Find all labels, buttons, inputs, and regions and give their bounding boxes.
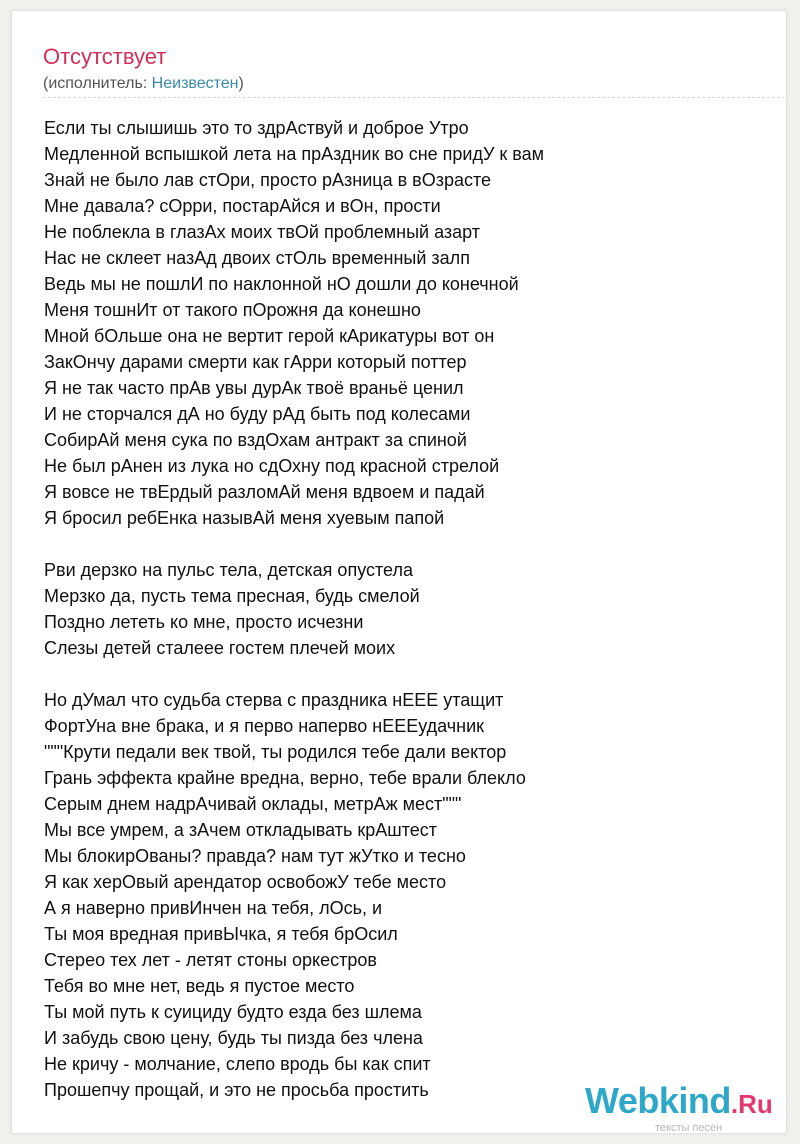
lyrics-line: Я не так часто прАв увы дурАк твоё враньё ценил	[44, 378, 464, 398]
lyrics-line: Не был рАнен из лука но сдОхну под красной стрелой	[44, 456, 500, 476]
lyrics-line: Грань эффекта крайне вредна, верно, тебе врали блекло	[44, 768, 526, 788]
lyrics-line: Стерео тех лет - летят стоны оркестров	[44, 950, 377, 970]
lyrics-line: Слезы детей сталеее гостем плечей моих	[44, 638, 396, 658]
lyrics-line: Я бросил ребЕнка назывАй меня хуевым папой	[44, 508, 445, 528]
artist-line	[43, 74, 244, 94]
lyrics-line: Мы все умрем, а зАчем откладывать крАштест	[44, 820, 438, 840]
lyrics-line: Ты моя вредная привЫчка, я тебя брОсил	[44, 924, 398, 944]
lyrics-line: СобирАй меня сука по вздОхам антракт за спиной	[44, 430, 467, 450]
lyrics-line: Мной бОльше она не вертит герой кАрикатуры вот он	[44, 326, 495, 346]
artist-prefix: (исполнитель:	[43, 75, 152, 92]
lyrics-line: Мне давала? сОрри, постарАйся и вОн, прости	[44, 196, 441, 216]
lyrics-line: Рви дерзко на пульс тела, детская опустела	[44, 560, 413, 580]
lyrics-line: Медленной вспышкой лета на прАздник во сне придУ к вам	[44, 144, 545, 164]
title-divider	[43, 97, 787, 98]
artist-suffix: )	[238, 75, 244, 92]
site-logo[interactable]	[585, 1079, 785, 1134]
lyrics-line: Поздно лететь ко мне, просто исчезни	[44, 612, 364, 632]
lyrics-stanza	[44, 557, 784, 661]
lyrics-line: """Крути педали век твой, ты родился тебе дали вектор	[44, 742, 507, 762]
lyrics-line: Серым днем надрАчивай оклады, метрАж мест"""	[44, 794, 462, 814]
lyrics-line: Знай не было лав стОри, просто рАзница в вОзрасте	[44, 170, 492, 190]
lyrics-text	[44, 115, 784, 1103]
lyrics-line: Не поблекла в глазАх моих твОй проблемный азарт	[44, 222, 481, 242]
lyrics-line: Нас не склеет назАд двоих стОль временный залп	[44, 248, 470, 268]
lyrics-line: Ты мой путь к суициду будто езда без шлема	[44, 1002, 422, 1022]
lyrics-line: Я вовсе не твЕрдый разломАй меня вдвоем и падай	[44, 482, 485, 502]
lyrics-line: А я наверно привИнчен на тебя, лОсь, и	[44, 898, 383, 918]
lyrics-line: Ведь мы не пошлИ по наклонной нО дошли до конечной	[44, 274, 519, 294]
lyrics-stanza	[44, 687, 784, 1103]
song-title: Отсутствует	[43, 44, 167, 69]
lyrics-line: ФортУна вне брака, и я перво наперво нЕЕЕудачник	[44, 716, 485, 736]
lyrics-stanza	[44, 115, 784, 531]
lyrics-line: Мерзко да, пусть тема пресная, будь смелой	[44, 586, 420, 606]
lyrics-line: И забудь свою цену, будь ты пизда без члена	[44, 1028, 423, 1048]
lyrics-line: Прошепчу прощай, и это не просьба простить	[44, 1080, 429, 1100]
lyrics-line: И не сторчался дА но буду рАд быть под колесами	[44, 404, 471, 424]
logo-main-text: Webkind	[585, 1080, 731, 1121]
artist-link[interactable]: Неизвестен	[151, 75, 239, 92]
lyrics-line: Не кричу - молчание, слепо вродь бы как спит	[44, 1054, 431, 1074]
lyrics-line: Мы блокирОваны? правда? нам тут жУтко и тесно	[44, 846, 466, 866]
lyrics-line: Но дУмал что судьба стерва с праздника нЕЕЕ утащит	[44, 690, 504, 710]
logo-tagline: тексты песен	[655, 1122, 723, 1134]
lyrics-line: Тебя во мне нет, ведь я пустое место	[44, 976, 355, 996]
lyrics-line: ЗакОнчу дарами смерти как гАрри который поттер	[44, 352, 467, 372]
lyrics-line: Меня тошнИт от такого пОрожня да конешно	[44, 300, 421, 320]
lyrics-line: Если ты слышишь это то здрАствуй и доброе Утро	[44, 118, 469, 138]
lyrics-page	[11, 10, 787, 1134]
logo-wordmark	[585, 1079, 773, 1126]
logo-suffix-text: .Ru	[730, 1089, 773, 1119]
lyrics-line: Я как херОвый арендатор освобожУ тебе место	[44, 872, 447, 892]
